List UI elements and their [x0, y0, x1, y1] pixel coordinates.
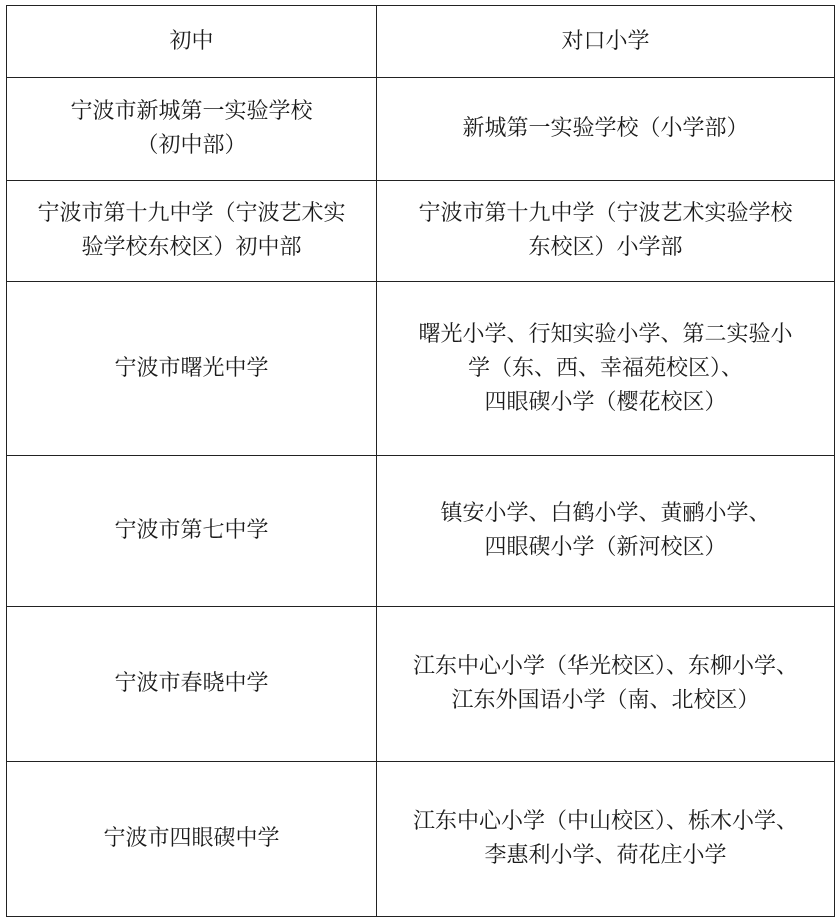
cell-line: （初中部） [136, 133, 247, 158]
cell-line: 四眼碶小学（新河校区） [484, 535, 727, 560]
cell-line: 新城第一实验学校（小学部） [462, 116, 749, 141]
junior-school-cell [7, 607, 377, 762]
cell-line: 江东中心小学（华光校区）、东柳小学、 [412, 654, 798, 679]
cell-line: 验学校东校区）初中部 [81, 235, 302, 260]
cell-line: 宁波市第七中学 [114, 518, 269, 543]
primary-school-cell [377, 78, 835, 181]
cell-line: 江东外国语小学（南、北校区） [451, 688, 760, 713]
cell-line: 宁波市曙光中学 [114, 355, 269, 381]
primary-school-cell [377, 607, 835, 762]
cell-line: 宁波市第十九中学（宁波艺术实验学校 [418, 201, 793, 226]
junior-school-cell [7, 78, 377, 181]
junior-school-cell [7, 762, 377, 917]
cell-line: 镇安小学、白鹤小学、黄鹂小学、 [440, 501, 771, 526]
table-row [7, 762, 835, 917]
header-junior: 初中 [7, 6, 377, 78]
primary-school-cell [377, 282, 835, 456]
cell-line: 李惠利小学、荷花庄小学 [484, 843, 727, 868]
primary-school-cell [377, 181, 835, 282]
primary-school-cell [377, 456, 835, 607]
cell-line: 宁波市四眼碶中学 [103, 826, 280, 851]
junior-school-cell [7, 181, 377, 282]
primary-school-cell [377, 762, 835, 917]
table-row [7, 607, 835, 762]
table-row [7, 456, 835, 607]
cell-line: 东校区）小学部 [528, 235, 683, 260]
cell-line: 江东中心小学（中山校区）、栎木小学、 [412, 809, 798, 834]
table-row [7, 78, 835, 181]
cell-line: 宁波市春晓中学 [114, 671, 269, 696]
cell-line: 宁波市新城第一实验学校 [70, 99, 313, 124]
cell-line: 学（东、西、幸福苑校区）、 [467, 355, 743, 381]
cell-line: 曙光小学、行知实验小学、第二实验小 [418, 321, 793, 347]
header-primary: 对口小学 [377, 6, 835, 78]
junior-school-cell [7, 282, 377, 456]
table-header-row [7, 6, 835, 78]
table-row [7, 181, 835, 282]
cell-line: 宁波市第十九中学（宁波艺术实 [37, 201, 346, 226]
school-mapping-table [6, 5, 835, 917]
cell-line: 四眼碶小学（樱花校区） [484, 389, 727, 415]
table-row [7, 282, 835, 456]
junior-school-cell [7, 456, 377, 607]
